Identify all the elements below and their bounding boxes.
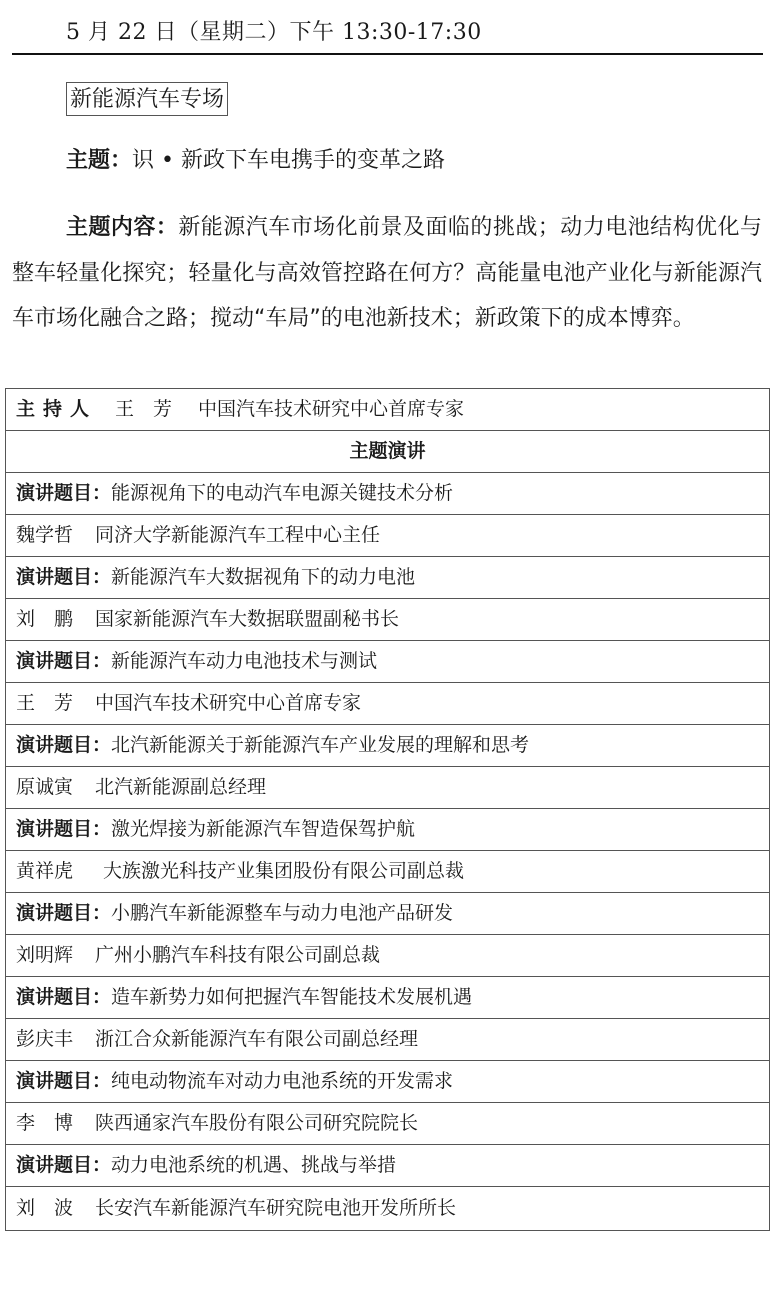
- speaker-name: 刘 波: [16, 1197, 74, 1219]
- talk-topic-row: [6, 473, 770, 515]
- talk-topic-row: [6, 977, 770, 1019]
- talk-topic-row: [6, 641, 770, 683]
- talk-topic: 能源视角下的电动汽车电源关键技术分析: [111, 482, 454, 504]
- speaker-affiliation: 长安汽车新能源汽车研究院电池开发所所长: [95, 1197, 457, 1219]
- speaker-name: 李 博: [16, 1112, 74, 1134]
- content-label: 主题内容：: [66, 215, 179, 240]
- speaker-affiliation: 广州小鹏汽车科技有限公司副总裁: [95, 944, 381, 966]
- talk-topic: 小鹏汽车新能源整车与动力电池产品研发: [111, 902, 454, 924]
- speaker-row: [6, 935, 770, 977]
- theme-line: [66, 146, 445, 176]
- talk-topic: 新能源汽车动力电池技术与测试: [111, 650, 378, 672]
- talk-label: 演讲题目：: [16, 1070, 112, 1092]
- section-heading: 主题演讲: [6, 431, 770, 473]
- talk-label: 演讲题目：: [16, 566, 112, 588]
- speaker-row: [6, 1187, 770, 1231]
- talk-topic-row: [6, 809, 770, 851]
- talk-label: 演讲题目：: [16, 650, 112, 672]
- talk-label: 演讲题目：: [16, 1154, 112, 1176]
- talk-label: 演讲题目：: [16, 818, 112, 840]
- talk-topic-row: [6, 557, 770, 599]
- speaker-affiliation: 北汽新能源副总经理: [95, 776, 267, 798]
- talk-label: 演讲题目：: [16, 986, 112, 1008]
- talk-topic: 北汽新能源关于新能源汽车产业发展的理解和思考: [111, 734, 530, 756]
- talk-topic: 新能源汽车大数据视角下的动力电池: [111, 566, 416, 588]
- talk-label: 演讲题目：: [16, 734, 112, 756]
- speaker-affiliation: 国家新能源汽车大数据联盟副秘书长: [95, 608, 400, 630]
- talk-topic: 激光焊接为新能源汽车智造保驾护航: [111, 818, 416, 840]
- speaker-affiliation: 大族激光科技产业集团股份有限公司副总裁: [103, 860, 465, 882]
- agenda-table: [5, 388, 770, 1231]
- content-text: 新能源汽车市场化前景及面临的挑战；动力电池结构优化与整车轻量化探究；轻量化与高效管控路在何方？高能量电池产业化与新能源汽车市场化融合之路；搅动“车局”的电池新技术；新政策下的成本博弈。: [12, 215, 762, 331]
- session-title-box: 新能源汽车专场: [66, 82, 228, 116]
- speaker-affiliation: 陕西通家汽车股份有限公司研究院院长: [95, 1112, 419, 1134]
- speaker-row: [6, 767, 770, 809]
- talk-topic-row: [6, 1061, 770, 1103]
- host-name: 王 芳: [115, 398, 173, 420]
- speaker-affiliation: 浙江合众新能源汽车有限公司副总经理: [95, 1028, 419, 1050]
- speaker-row: [6, 515, 770, 557]
- talk-topic-row: [6, 725, 770, 767]
- talk-label: 演讲题目：: [16, 902, 112, 924]
- theme-label: 主题：: [66, 148, 133, 173]
- talk-topic: 纯电动物流车对动力电池系统的开发需求: [111, 1070, 454, 1092]
- host-title: 中国汽车技术研究中心首席专家: [198, 398, 465, 420]
- speaker-name: 王 芳: [16, 692, 74, 714]
- speaker-row: [6, 1019, 770, 1061]
- talk-topic-row: [6, 1145, 770, 1187]
- speaker-affiliation: 中国汽车技术研究中心首席专家: [95, 692, 362, 714]
- speaker-affiliation: 同济大学新能源汽车工程中心主任: [95, 524, 381, 546]
- section-heading-row: [6, 431, 770, 473]
- talk-topic: 造车新势力如何把握汽车智能技术发展机遇: [111, 986, 473, 1008]
- speaker-row: [6, 1103, 770, 1145]
- theme-text: 识 • 新政下车电携手的变革之路: [132, 148, 445, 173]
- speaker-name: 刘明辉: [16, 944, 74, 966]
- theme-content-paragraph: [12, 205, 762, 342]
- header-divider: [12, 53, 763, 55]
- speaker-name: 刘 鹏: [16, 608, 74, 630]
- host-row: [6, 389, 770, 431]
- talk-topic: 动力电池系统的机遇、挑战与举措: [111, 1154, 397, 1176]
- speaker-row: [6, 599, 770, 641]
- speaker-row: [6, 683, 770, 725]
- speaker-name: 魏学哲: [16, 524, 74, 546]
- speaker-row: [6, 851, 770, 893]
- host-label: 主持人: [16, 398, 98, 420]
- speaker-name: 黄祥虎: [16, 860, 74, 882]
- session-date-time: 5 月 22 日（星期二）下午 13:30-17:30: [66, 20, 482, 45]
- speaker-name: 彭庆丰: [16, 1028, 74, 1050]
- host-cell: [6, 389, 770, 431]
- talk-label: 演讲题目：: [16, 482, 112, 504]
- speaker-name: 原诚寅: [16, 776, 74, 798]
- talk-topic-row: [6, 893, 770, 935]
